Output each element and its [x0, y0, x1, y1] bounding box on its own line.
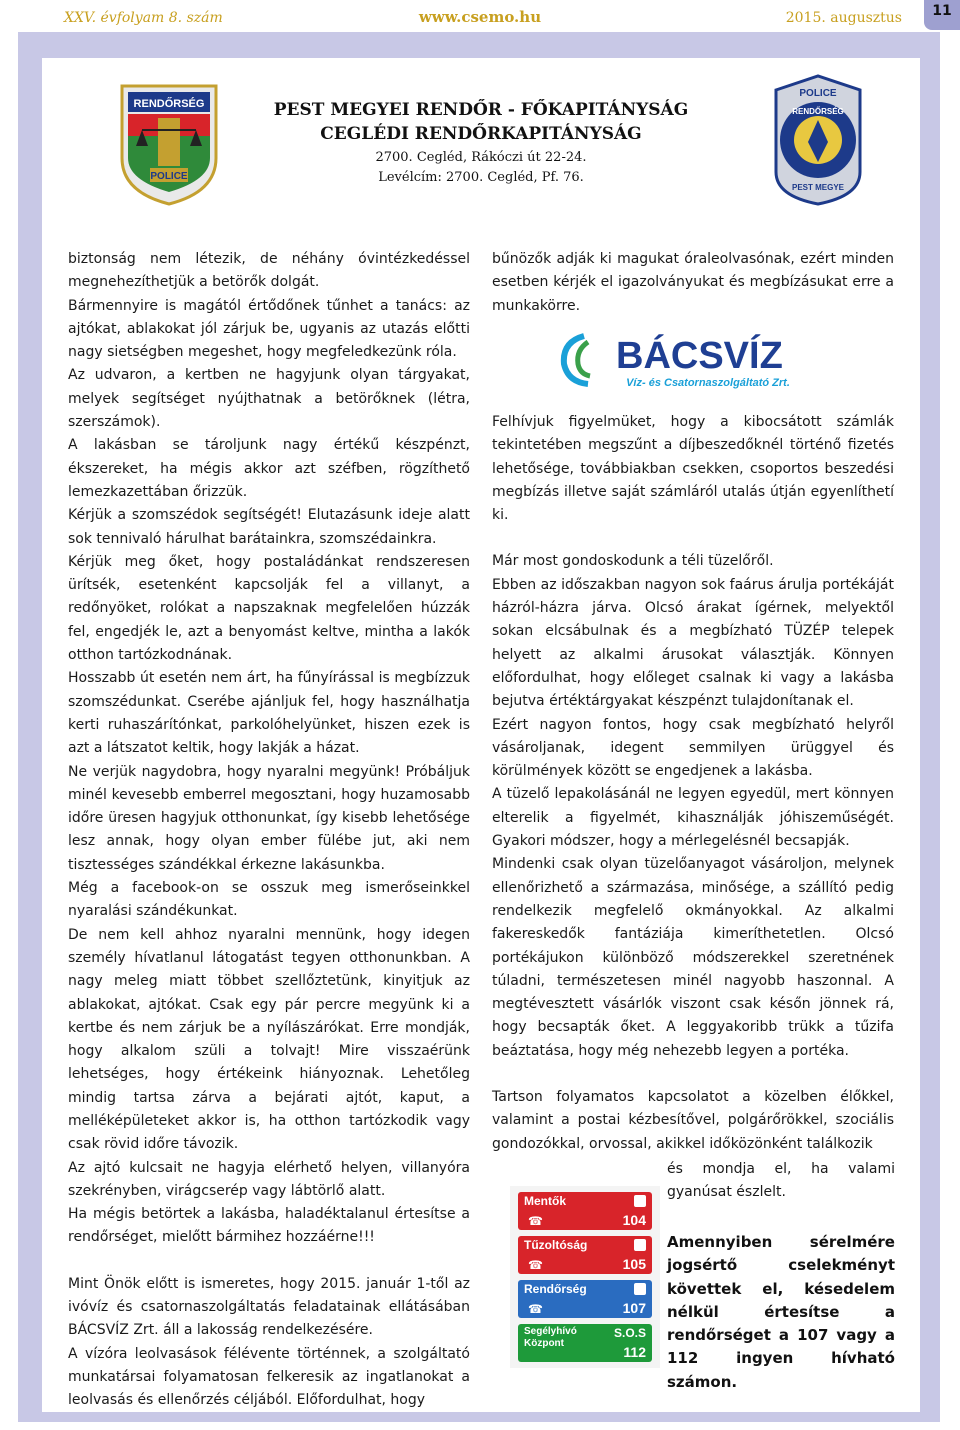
- website-link[interactable]: www.csemo.hu: [418, 8, 542, 26]
- emergency-row-fire: [518, 1236, 652, 1274]
- emergency-name: Mentők: [524, 1194, 566, 1208]
- right-logo-bottom-text: PEST MEGYE: [791, 183, 845, 192]
- paragraph: bűnözők adják ki magukat óraleolvasónak, ezért minden esetben kérjék el igazolványukat és megbízásukat erre a munkakörre.: [492, 251, 894, 314]
- emergency-number[interactable]: 105: [622, 1256, 646, 1272]
- content-panel: [42, 58, 920, 1412]
- paragraph: Még a facebook-on se osszuk meg ismerőseinkkel nyaralási szándékunkat.: [68, 880, 470, 920]
- paragraph: Ezért nagyon fontos, hogy csak megbízható helyről vásároljanak, idegent semmilyen ürüggyel és körülmények között se engedjenek a lakásba.: [492, 716, 894, 780]
- org-title-1: PEST MEGYEI RENDŐR - FŐKAPITÁNYSÁG: [273, 100, 689, 120]
- paragraph: Mindenki csak olyan tüzelőanyagot vásároljon, melynek ellenőrizhető a származása, minősége, a szállító pedig rendelkezik megfelelő okmányokkal. Az alkalmi fakereskedők fantáziája kimeríthetetlen. Olcsó portékájukon különböző módszerekkel szeretnének túladni, természetesen minél nagyobb haszonnal. A megtévesztett vásárlók viszont csak későn jönnek rá, hogy becsapták őket. A leggyakoribb trükk a tűzifa beáztatása, hogy még nehezebb legyen a portéka.: [492, 856, 894, 1059]
- left-logo-badge-text: POLICE: [150, 171, 188, 182]
- emergency-number[interactable]: 107: [622, 1300, 646, 1316]
- issue-label: XXV. évfolyam 8. szám: [64, 10, 223, 26]
- emergency-row-central: [518, 1324, 652, 1362]
- org-address-1: 2700. Cegléd, Rákóczi út 22-24.: [375, 150, 587, 165]
- emergency-row-ambulance: [518, 1192, 652, 1230]
- emergency-name: Rendőrség: [524, 1282, 587, 1296]
- paragraph: Ne verjük nagydobra, hogy nyaralni megyünk! Próbáljuk minél kevesebb emberrel megosztani, hogy huzamosabb időre üresen hagyjuk otthonunkat, így kisebb lehetősége lesz annak, hogy olyan ember fülébe jut, aki nem tisztességes szándékkal érkezne lakásunkba.: [68, 763, 470, 873]
- right-column-main: [492, 411, 894, 1156]
- paragraph: Az ajtó kulcsait ne hagyja elérhető helyen, villanyóra szekrényben, virágcserép vagy lábtörlő alatt.: [68, 1159, 470, 1199]
- emergency-number[interactable]: 104: [622, 1212, 646, 1228]
- bold-notice: Amennyiben sérelmére jogsértő cselekményt követtek el, késedelem nélkül értesítse a rendőrséget a 107 vagy a 112 ingyen hívható számon.: [667, 1233, 895, 1391]
- paragraph: De nem kell ahhoz nyaralni mennünk, hogy idegen személy hívatlanul látogatást tegyen otthonunkban. A nagy meleg miatt többet szellőztetünk, kinyitjuk az ablakokat, ajtókat. Csak egy pár percre megyünk ki a kertbe és nem zárjuk be a nyílászárókat. Erre mondják, hogy alkalom szüli a tolvajt! Mire visszaérünk lehetséges, hogy értékeink hiányoznak. Lehetőleg mindig tartsa zárva a bejárati ajtót, kaput, a melléképületeket akkor is, ha otthon tartózkodik vagy csak rövid időre távozik.: [68, 926, 470, 1153]
- org-address-2: Levélcím: 2700. Cegléd, Pf. 76.: [378, 170, 584, 185]
- paragraph: Az udvaron, a kertben ne hagyjunk olyan tárgyakat, melyek segítséget nyújthatnak a betörőknek (létra, szerszámok).: [68, 367, 470, 431]
- ambulance-cross-icon: [634, 1195, 646, 1207]
- left-column: [68, 248, 470, 1413]
- page-header-bar: [0, 0, 960, 34]
- paragraph: Bármennyire is magától értődőnek tűnhet a tanács: az ajtókat, ablakokat jól zárjuk be, ugyanis az utazás előtti nagy sietségben megeshet, hogy megfeledkezünk róla.: [68, 297, 470, 361]
- paragraph: Tartson folyamatos kapcsolatot a közelben élőkkel, valamint a postai kézbesítővel, polgárőrökkel, szociális gondozókkal, orvossal, akikkel időközönként találkozik: [492, 1089, 894, 1152]
- bacsviz-logo-mark: [558, 330, 848, 390]
- paragraph: Kérjük a szomszédok segítségét! Elutazásunk ideje alatt sok tennivaló hárulhat barátainkra, szomszédainkra.: [68, 507, 470, 547]
- fire-icon: [634, 1239, 646, 1251]
- emergency-numbers-card: [510, 1186, 660, 1368]
- paragraph: Hosszabb út esetén nem árt, ha fűnyírással is megbízzuk szomszédunkat. Cserébe ajánljuk fel, hogy használhatja kerti ruhaszárítónkat, parkolóhelyünket, hiszen ezek is azt a látszatot keltik, hogy lakják a házat.: [68, 670, 470, 757]
- letterhead: [42, 58, 920, 233]
- paragraph: A tüzelő lepakolásánál ne legyen egyedül, mert könnyen elterelik a figyelmét, kihasználják jóhiszeműségét. Gyakori módszer, hogy a mérlegelésnél becsapják.: [492, 786, 894, 850]
- left-logo-text: RENDŐRSÉG: [133, 98, 205, 110]
- sos-label: S.O.S: [613, 1326, 646, 1340]
- emergency-name: Segélyhívó Központ: [524, 1326, 577, 1349]
- emergency-number[interactable]: 112: [623, 1344, 646, 1360]
- emergency-row-police: [518, 1280, 652, 1318]
- police-icon: [634, 1283, 646, 1295]
- paragraph: Felhívjuk figyelmüket, hogy a kibocsátott számlák tekintetében megszűnt a díjbeszedőknél történő fizetés lehetősége, továbbiakban csekken, csoportos beszedési megbízás illetve saját számláról utalás útján egyenlíthetí ki.: [492, 414, 894, 524]
- paragraph: Ha mégis betörtek a lakásba, haladéktalanul értesítse a rendőrséget, mielőtt bármihez hozzáérne!!!: [68, 1206, 470, 1246]
- page-number: 11: [924, 0, 960, 30]
- paragraph: biztonság nem létezik, de néhány óvintézkedéssel megnehezíthetjük a betörők dolgát.: [68, 251, 470, 291]
- phone-icon: ☎: [528, 1214, 543, 1228]
- paragraph: A vízóra leolvasások félévente történnek, a szolgáltató munkatársai folyamatosan felkeresik az ingatlanokat a leolvasás és ellenőrzés céljából. Előfordulhat, hogy: [68, 1345, 470, 1409]
- paragraph: és mondja el, ha valami gyanúsat észlelt.: [667, 1161, 895, 1201]
- police-badge-logo-right: [768, 72, 868, 206]
- date-label: 2015. augusztus: [785, 10, 902, 26]
- right-logo-top-text: POLICE: [799, 88, 837, 99]
- bacsviz-tagline: Víz- és Csatornaszolgáltató Zrt.: [626, 377, 790, 389]
- phone-icon: ☎: [528, 1302, 543, 1316]
- paragraph: Mint Önök előtt is ismeretes, hogy 2015. január 1-től az ivóvíz és csatornaszolgáltatás feladatainak ellátásában BÁCSVÍZ Zrt. áll a lakosság rendelkezésére.: [68, 1275, 470, 1339]
- bacsviz-wordmark: BÁCSVÍZ: [616, 335, 783, 377]
- paragraph: Kérjük meg őket, hogy postaládánkat rendszeresen ürítsék, esetenként kapcsolják fel a villanyt, a redőnyöket, rolókat a napszaknak megfelelően húzzák fel, engedjék le, azt a benyomást keltve, mintha a lakók otthon tartózkodnának.: [68, 553, 470, 664]
- bacsviz-logo: [558, 330, 848, 390]
- paragraph: A lakásban se tároljunk nagy értékű készpénzt, ékszereket, ha mégis akkor azt széfben, rögzíthető lemezkazettában őrizzük.: [68, 437, 470, 500]
- phone-icon: ☎: [528, 1258, 543, 1272]
- right-logo-mid-text: RENDŐRSÉG: [792, 107, 844, 116]
- emergency-name: Tűzoltóság: [524, 1238, 588, 1252]
- org-title-2: CEGLÉDI RENDŐRKAPITÁNYSÁG: [320, 124, 642, 144]
- paragraph: Ebben az időszakban nagyon sok faárus árulja portékáját házról-házra járva. Olcsó árakat ígérnek, melyektől sokan elcsábulnak és a megbízható TÜZÉP telepek helyett az alkalmi árusokat választják. Könnyen előfordulhat, hogy előleget csalnak ki vagy a lakásba bejutva értéktárgyakat készpénzt tulajdonítanak el.: [492, 576, 894, 710]
- right-column-intro: [492, 248, 894, 318]
- paragraph: Már most gondoskodunk a téli tüzelőről.: [492, 553, 774, 570]
- contact-note-continued: [667, 1158, 895, 1205]
